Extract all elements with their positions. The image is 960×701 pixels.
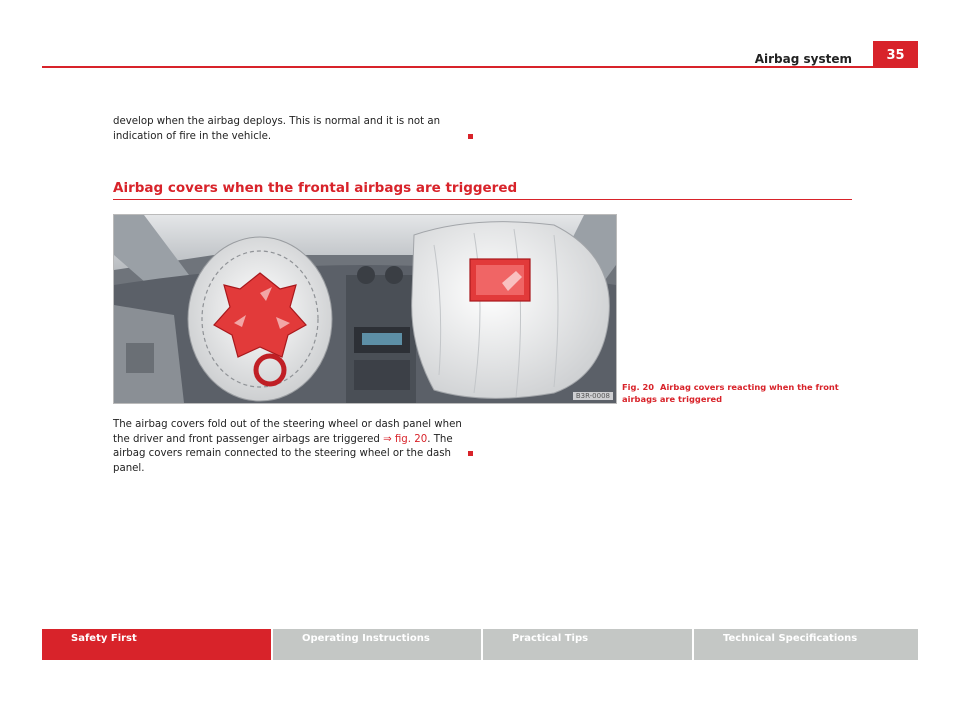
end-marker [468,451,473,456]
page-header-title: Airbag system [754,52,852,66]
page-number: 35 [873,41,918,68]
section-title: Airbag covers when the frontal airbags are triggered [113,180,518,196]
airbag-figure [113,214,617,404]
airbag-illustration [114,215,616,403]
figure-caption [622,382,858,405]
body-text-start: The airbag covers fold out of the steering wheel or dash panel when the driver and front passenger airbags are triggered [113,419,462,445]
intro-paragraph: develop when the airbag deploys. This is normal and it is not an indication of fire in the vehicle. [113,116,441,142]
end-marker [468,134,473,139]
figure-caption-text: Airbag covers reacting when the front airbags are triggered [622,382,839,404]
body-paragraph [113,418,473,476]
footer-tab-practical-tips[interactable]: Practical Tips [483,629,692,660]
section-rule [113,199,852,200]
body-text-end: . The airbag covers remain connected to the steering wheel or the dash panel. [113,433,453,474]
figure-reference-link[interactable]: ⇒ fig. 20 [383,433,428,445]
figure-code: B3R-0008 [573,392,613,400]
footer-tab-operating-instructions[interactable]: Operating Instructions [273,629,481,660]
header-rule [42,66,918,68]
footer-tab-safety-first[interactable]: Safety First [42,629,271,660]
footer-tab-technical-specifications[interactable]: Technical Specifications [694,629,918,660]
figure-caption-label: Fig. 20 [622,382,655,392]
footer-nav [42,629,918,660]
